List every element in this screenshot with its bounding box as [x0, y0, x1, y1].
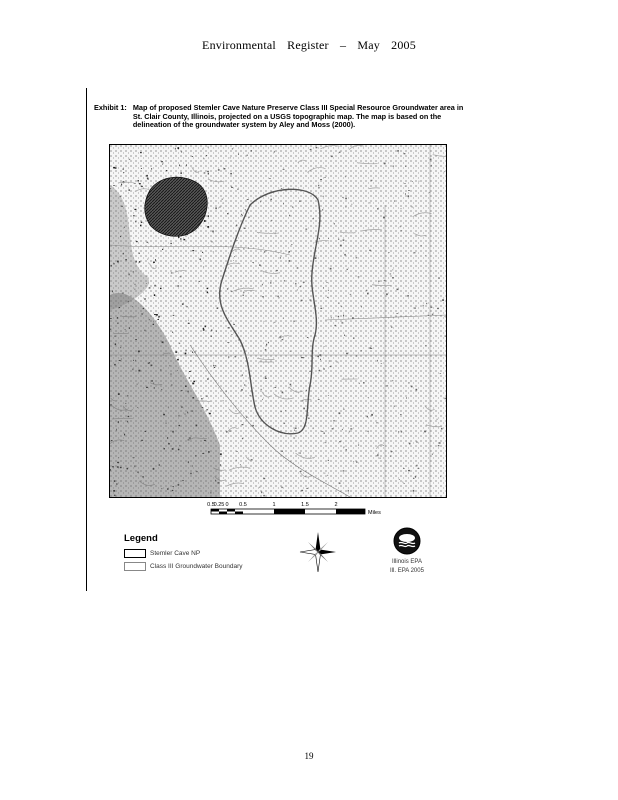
agency-date: Ill. EPA 2005 — [390, 568, 424, 574]
scale-tick-label: 0.5 — [239, 502, 247, 508]
map-graphic — [110, 145, 446, 497]
legend-swatch-stemler — [124, 549, 146, 558]
scale-tick-label: 0 — [225, 502, 229, 508]
scale-tick-label: 2 — [334, 502, 338, 508]
legend-label: Class III Groundwater Boundary — [150, 563, 243, 570]
agency-block — [383, 527, 431, 583]
page-number: 19 — [304, 751, 314, 761]
scale-tick-label: 0.5 — [207, 502, 215, 508]
legend-item-boundary — [124, 560, 284, 573]
scale-tick-label: 0.25 — [213, 502, 225, 508]
exhibit-caption — [94, 104, 474, 130]
stemler-cave-area — [145, 177, 208, 236]
margin-rule — [86, 88, 87, 591]
legend-title: Legend — [124, 533, 158, 544]
illinois-epa-logo-icon — [393, 527, 421, 555]
legend-label: Stemler Cave NP — [150, 550, 201, 557]
agency-name: Illinois EPA — [392, 559, 422, 565]
exhibit-label: Exhibit 1: — [94, 103, 127, 112]
legend-swatch-boundary — [124, 562, 146, 571]
scale-bar — [205, 499, 385, 521]
topographic-map — [109, 144, 447, 498]
running-header: Environmental Register – May 2005 — [202, 38, 416, 52]
map-legend — [124, 533, 284, 573]
exhibit-caption-text: Map of proposed Stemler Cave Nature Preserve Class III Special Resource Groundwater area in St. Clair County, Illinois, projected on a USGS topographic map. The map is based on the delineation of the groundwater system by Aley and Moss (2000). — [132, 103, 464, 130]
north-arrow-icon — [298, 530, 338, 574]
scale-tick-label: 1.5 — [301, 502, 309, 508]
scale-unit: Miles — [368, 510, 381, 516]
scale-bar-graphic — [205, 499, 385, 521]
scale-tick-label: 1 — [272, 502, 276, 508]
legend-item-stemler — [124, 547, 284, 560]
